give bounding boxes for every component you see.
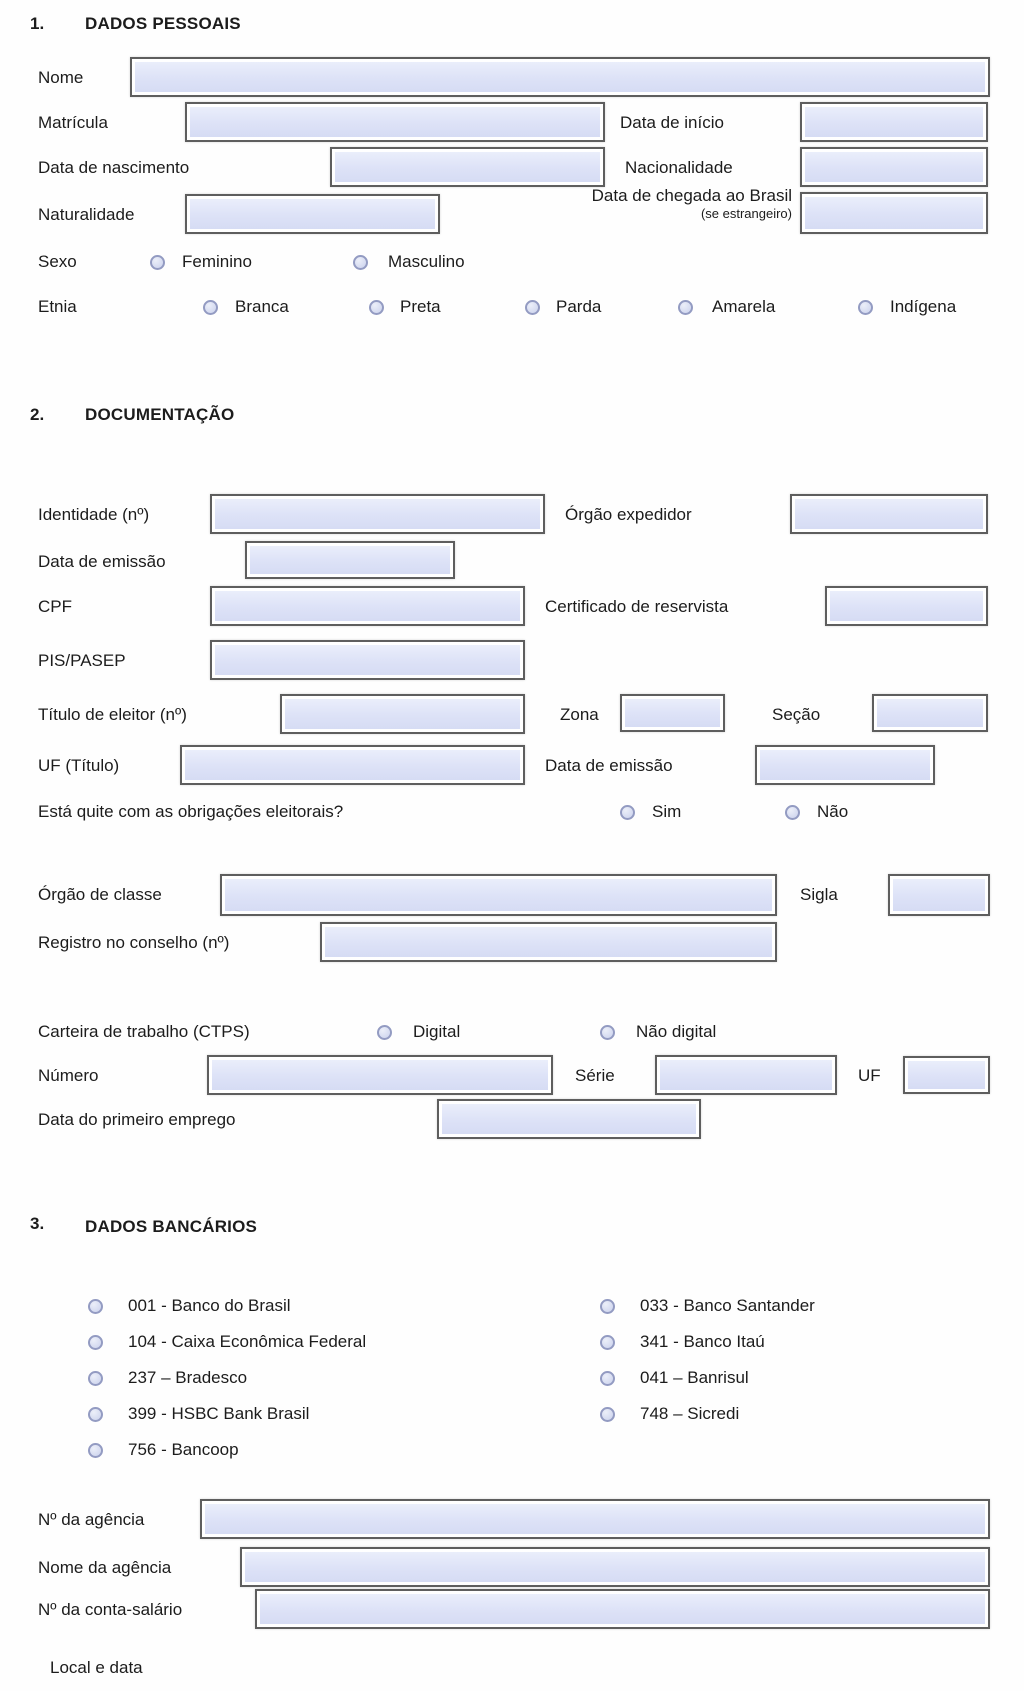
etnia-branca-label: Branca bbox=[235, 297, 289, 316]
orgao-expedidor-label: Órgão expedidor bbox=[565, 505, 692, 524]
ctps-serie-label: Série bbox=[575, 1066, 615, 1085]
data-chegada-sublabel: (se estrangeiro) bbox=[700, 206, 792, 221]
nome-input[interactable] bbox=[135, 62, 985, 92]
nacionalidade-label: Nacionalidade bbox=[625, 158, 733, 177]
data-inicio-field bbox=[800, 102, 988, 142]
zona-input[interactable] bbox=[625, 699, 720, 727]
ctps-nao-digital-label: Não digital bbox=[636, 1022, 717, 1041]
registro-conselho-input[interactable] bbox=[325, 927, 772, 957]
sexo-masculino-radio[interactable] bbox=[353, 255, 368, 270]
bank-104-label: 104 - Caixa Econômica Federal bbox=[128, 1332, 367, 1351]
certificado-reservista-input[interactable] bbox=[830, 591, 983, 621]
section3-number: 3. bbox=[30, 1214, 45, 1233]
sigla-field bbox=[888, 874, 990, 916]
bank-104-radio[interactable] bbox=[88, 1335, 103, 1350]
bank-237-radio[interactable] bbox=[88, 1371, 103, 1386]
agencia-numero-input[interactable] bbox=[205, 1504, 985, 1534]
data-chegada-input[interactable] bbox=[805, 197, 983, 229]
sigla-label: Sigla bbox=[800, 885, 838, 904]
data-inicio-label: Data de início bbox=[620, 113, 724, 132]
titulo-eleitor-label: Título de eleitor (nº) bbox=[38, 705, 187, 724]
etnia-parda-label: Parda bbox=[556, 297, 602, 316]
ctps-serie-field bbox=[655, 1055, 837, 1095]
agencia-nome-label: Nome da agência bbox=[38, 1558, 172, 1577]
matricula-label: Matrícula bbox=[38, 113, 108, 132]
ctps-numero-field bbox=[207, 1055, 553, 1095]
obrigacoes-nao-label: Não bbox=[817, 802, 849, 821]
obrigacoes-nao-radio[interactable] bbox=[785, 805, 800, 820]
bank-748-label: 748 – Sicredi bbox=[640, 1404, 740, 1423]
ctps-numero-label: Número bbox=[38, 1066, 99, 1085]
bank-399-radio[interactable] bbox=[88, 1407, 103, 1422]
nacionalidade-input[interactable] bbox=[805, 152, 983, 182]
sexo-feminino-label: Feminino bbox=[182, 252, 252, 271]
data-emissao-label: Data de emissão bbox=[38, 552, 166, 571]
ctps-numero-input[interactable] bbox=[212, 1060, 548, 1090]
agencia-numero-label: Nº da agência bbox=[38, 1510, 145, 1529]
bank-399-label: 399 - HSBC Bank Brasil bbox=[128, 1404, 310, 1423]
uf-titulo-input[interactable] bbox=[185, 750, 520, 780]
sexo-label: Sexo bbox=[38, 252, 77, 271]
titulo-eleitor-input[interactable] bbox=[285, 699, 520, 729]
bank-001-radio[interactable] bbox=[88, 1299, 103, 1314]
bank-756-radio[interactable] bbox=[88, 1443, 103, 1458]
sexo-feminino-radio[interactable] bbox=[150, 255, 165, 270]
identidade-label: Identidade (nº) bbox=[38, 505, 150, 524]
pis-pasep-field bbox=[210, 640, 525, 680]
secao-input[interactable] bbox=[877, 699, 983, 727]
ctps-serie-input[interactable] bbox=[660, 1060, 832, 1090]
sigla-input[interactable] bbox=[893, 879, 985, 911]
ctps-digital-label: Digital bbox=[413, 1022, 461, 1041]
ctps-digital-radio[interactable] bbox=[377, 1025, 392, 1040]
matricula-field bbox=[185, 102, 605, 142]
section2-number: 2. bbox=[30, 405, 45, 424]
registro-conselho-field bbox=[320, 922, 777, 962]
secao-field bbox=[872, 694, 988, 732]
local-data-label: Local e data bbox=[50, 1658, 143, 1677]
bank-341-label: 341 - Banco Itaú bbox=[640, 1332, 765, 1351]
cpf-field bbox=[210, 586, 525, 626]
etnia-branca-radio[interactable] bbox=[203, 300, 218, 315]
secao-label: Seção bbox=[772, 705, 821, 724]
identidade-field bbox=[210, 494, 545, 534]
bank-341-radio[interactable] bbox=[600, 1335, 615, 1350]
primeiro-emprego-label: Data do primeiro emprego bbox=[38, 1110, 236, 1129]
certificado-reservista-field bbox=[825, 586, 988, 626]
etnia-parda-radio[interactable] bbox=[525, 300, 540, 315]
bank-001-label: 001 - Banco do Brasil bbox=[128, 1296, 291, 1315]
data-nascimento-field bbox=[330, 147, 605, 187]
orgao-classe-field bbox=[220, 874, 777, 916]
section1-number: 1. bbox=[30, 14, 45, 33]
conta-salario-label: Nº da conta-salário bbox=[38, 1600, 183, 1619]
data-emissao-field bbox=[245, 541, 455, 579]
ctps-nao-digital-radio[interactable] bbox=[600, 1025, 615, 1040]
bank-041-label: 041 – Banrisul bbox=[640, 1368, 749, 1387]
titulo-eleitor-field bbox=[280, 694, 525, 734]
nome-label: Nome bbox=[38, 68, 84, 87]
uf-titulo-label: UF (Título) bbox=[38, 756, 120, 775]
cpf-input[interactable] bbox=[215, 591, 520, 621]
conta-salario-field bbox=[255, 1589, 990, 1629]
data-inicio-input[interactable] bbox=[805, 107, 983, 137]
section1-title: DADOS PESSOAIS bbox=[85, 14, 241, 33]
sexo-masculino-label: Masculino bbox=[388, 252, 465, 271]
orgao-expedidor-field bbox=[790, 494, 988, 534]
orgao-expedidor-input[interactable] bbox=[795, 499, 983, 529]
agencia-nome-input[interactable] bbox=[245, 1552, 985, 1582]
matricula-input[interactable] bbox=[190, 107, 600, 137]
etnia-preta-label: Preta bbox=[400, 297, 441, 316]
nome-field bbox=[130, 57, 990, 97]
primeiro-emprego-field bbox=[437, 1099, 701, 1139]
bank-041-radio[interactable] bbox=[600, 1371, 615, 1386]
etnia-label: Etnia bbox=[38, 297, 77, 316]
naturalidade-input[interactable] bbox=[190, 199, 435, 229]
ctps-uf-field bbox=[903, 1056, 990, 1094]
zona-label: Zona bbox=[560, 705, 599, 724]
data-chegada-field bbox=[800, 192, 988, 234]
etnia-amarela-label: Amarela bbox=[712, 297, 776, 316]
bank-756-label: 756 - Bancoop bbox=[128, 1440, 239, 1459]
orgao-classe-input[interactable] bbox=[225, 879, 772, 911]
bank-748-radio[interactable] bbox=[600, 1407, 615, 1422]
uf-titulo-field bbox=[180, 745, 525, 785]
bank-033-label: 033 - Banco Santander bbox=[640, 1296, 815, 1315]
obrigacoes-eleitorais-label: Está quite com as obrigações eleitorais? bbox=[38, 802, 344, 821]
pis-pasep-input[interactable] bbox=[215, 645, 520, 675]
data-nascimento-input[interactable] bbox=[335, 152, 600, 182]
pis-pasep-label: PIS/PASEP bbox=[38, 651, 126, 670]
section3-title: DADOS BANCÁRIOS bbox=[85, 1217, 258, 1236]
data-chegada-label: Data de chegada ao Brasil (se estrangeiro) bbox=[500, 186, 792, 222]
etnia-preta-radio[interactable] bbox=[369, 300, 384, 315]
etnia-indigena-radio[interactable] bbox=[858, 300, 873, 315]
data-emissao-titulo-field bbox=[755, 745, 935, 785]
conta-salario-input[interactable] bbox=[260, 1594, 985, 1624]
bank-237-label: 237 – Bradesco bbox=[128, 1368, 248, 1387]
data-nascimento-label: Data de nascimento bbox=[38, 158, 190, 177]
identidade-input[interactable] bbox=[215, 499, 540, 529]
certificado-reservista-label: Certificado de reservista bbox=[545, 597, 729, 616]
bank-033-radio[interactable] bbox=[600, 1299, 615, 1314]
nacionalidade-field bbox=[800, 147, 988, 187]
cpf-label: CPF bbox=[38, 597, 72, 616]
etnia-indigena-label: Indígena bbox=[890, 297, 957, 316]
primeiro-emprego-input[interactable] bbox=[442, 1104, 696, 1134]
data-emissao-titulo-input[interactable] bbox=[760, 750, 930, 780]
naturalidade-field bbox=[185, 194, 440, 234]
obrigacoes-sim-radio[interactable] bbox=[620, 805, 635, 820]
zona-field bbox=[620, 694, 725, 732]
registro-conselho-label: Registro no conselho (nº) bbox=[38, 933, 230, 952]
naturalidade-label: Naturalidade bbox=[38, 205, 135, 224]
agencia-numero-field bbox=[200, 1499, 990, 1539]
agencia-nome-field bbox=[240, 1547, 990, 1587]
data-emissao-titulo-label: Data de emissão bbox=[545, 756, 673, 775]
section2-title: DOCUMENTAÇÃO bbox=[85, 405, 235, 424]
obrigacoes-sim-label: Sim bbox=[652, 802, 682, 821]
orgao-classe-label: Órgão de classe bbox=[38, 885, 162, 904]
ctps-uf-label: UF bbox=[858, 1066, 881, 1085]
ctps-uf-input[interactable] bbox=[908, 1061, 985, 1089]
etnia-amarela-radio[interactable] bbox=[678, 300, 693, 315]
ctps-label: Carteira de trabalho (CTPS) bbox=[38, 1022, 250, 1041]
data-emissao-input[interactable] bbox=[250, 546, 450, 574]
